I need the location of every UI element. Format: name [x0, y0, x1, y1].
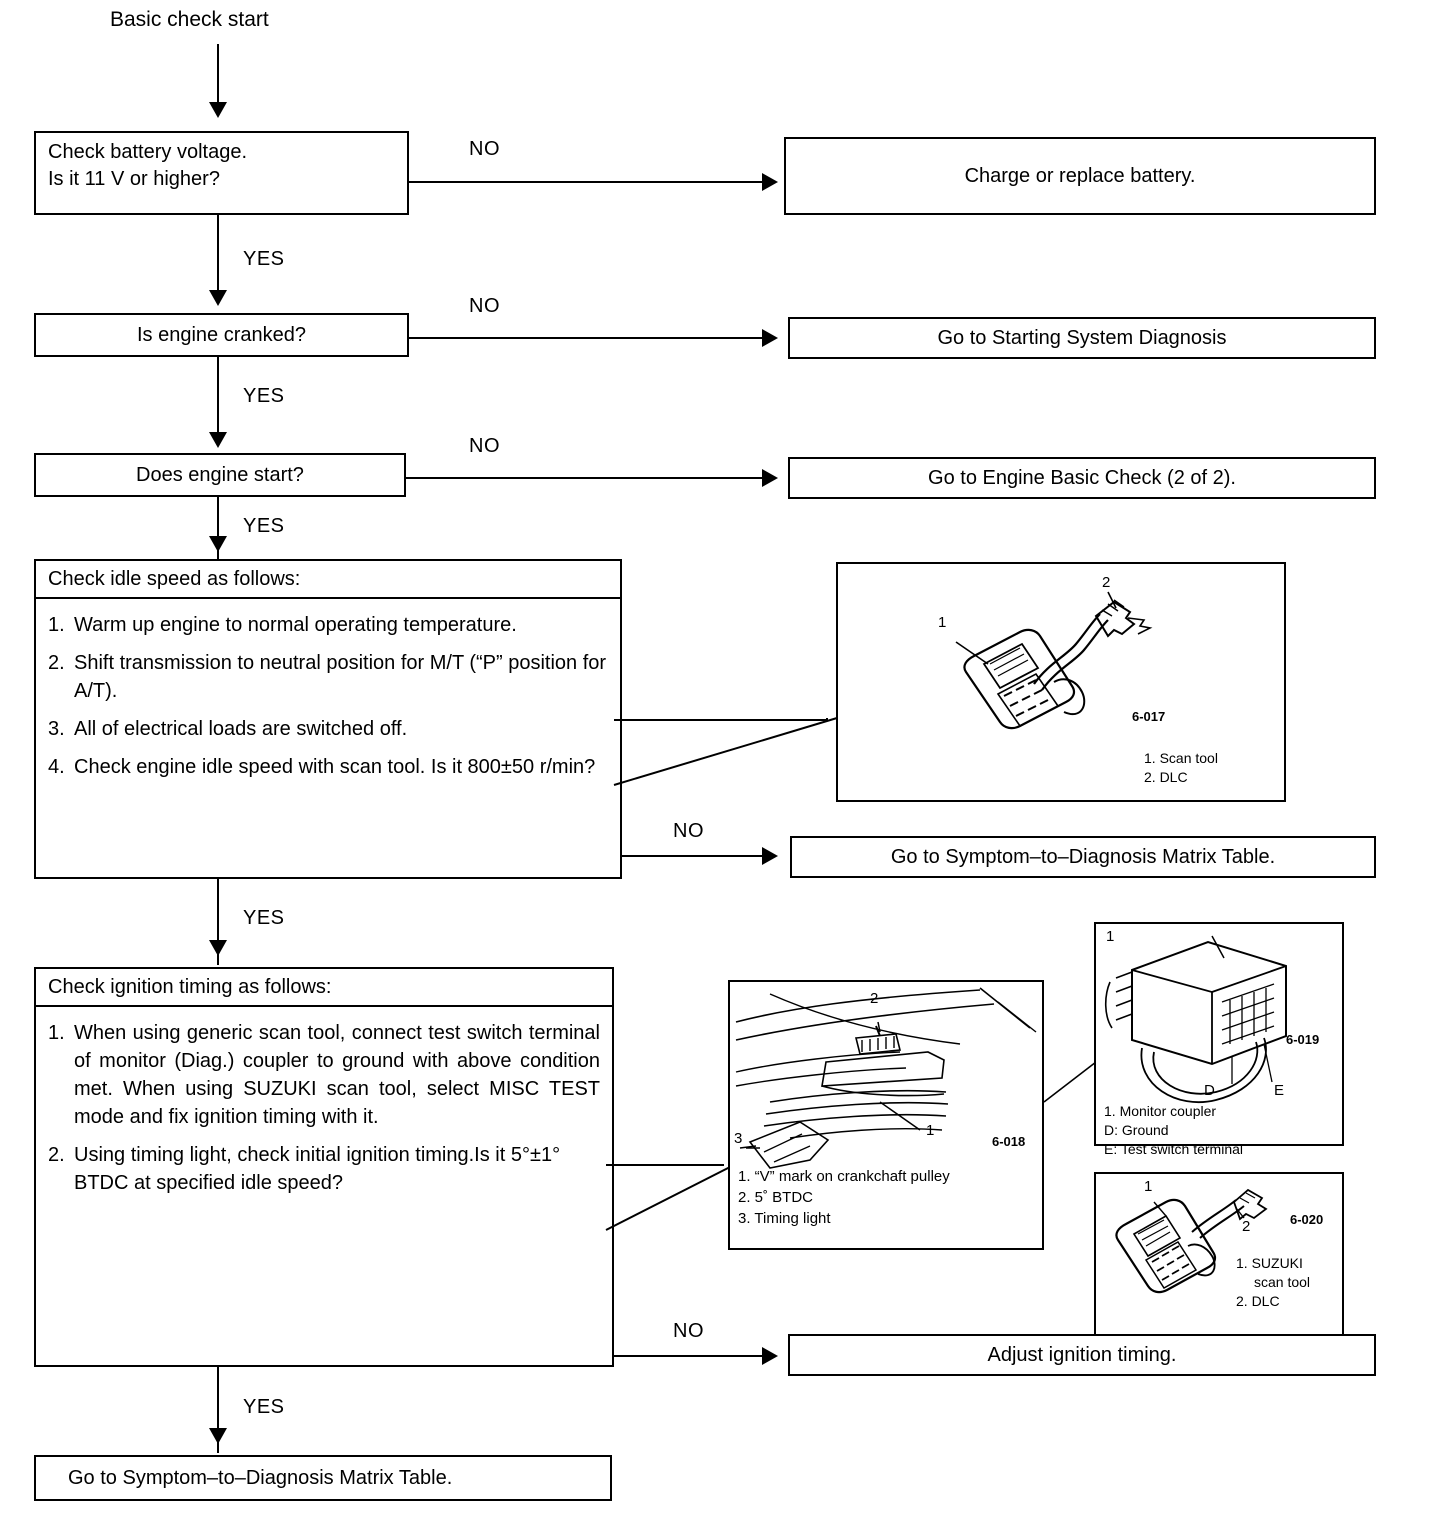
pulley-figure-code: 6-018: [992, 1134, 1026, 1149]
label-idle-yes: YES: [243, 907, 285, 929]
idle-item-2: [48, 649, 608, 705]
process-check-idle-speed[interactable]: [34, 559, 622, 879]
figure-suzuki-scan-tool: [1094, 1172, 1344, 1348]
connector-cranked-no: [409, 337, 766, 339]
timing-item-1-num: 1.: [48, 1022, 65, 1044]
arrow-timing-yes: [209, 1428, 227, 1444]
decision-battery-line2: Is it 11 V or higher?: [48, 168, 220, 190]
coupler-legend: [1104, 1102, 1243, 1159]
leader-pulley-to-coupler: [1044, 1060, 1100, 1106]
arrow-idle-no: [762, 847, 778, 865]
result-charge-or-replace-battery[interactable]: [784, 137, 1376, 215]
scan-tool-callout-2: 2: [1102, 574, 1111, 591]
arrow-cranked-no: [762, 329, 778, 347]
coupler-legend-3: E: Test switch terminal: [1104, 1140, 1244, 1157]
pulley-caption: [738, 1166, 950, 1229]
arrow-battery-yes: [209, 290, 227, 306]
connector-timing-no: [614, 1355, 766, 1357]
idle-heading: Check idle speed as follows:: [36, 561, 620, 599]
timing-item-1: [48, 1019, 600, 1131]
pulley-caption-2: 2. 5˚ BTDC: [738, 1189, 814, 1206]
result-basic-check-2-text: Go to Engine Basic Check (2 of 2).: [928, 466, 1236, 489]
decision-check-battery-voltage[interactable]: [34, 131, 409, 215]
label-cranked-yes: YES: [243, 385, 285, 407]
label-start-yes: YES: [243, 515, 285, 537]
label-start-no: NO: [469, 435, 500, 457]
suzuki-scan-figure-code: 6-020: [1290, 1212, 1324, 1227]
arrow-timing-no: [762, 1347, 778, 1365]
arrow-battery-no: [762, 173, 778, 191]
arrow-start: [209, 102, 227, 118]
timing-item-2: [48, 1141, 600, 1197]
idle-item-4-text: Check engine idle speed with scan tool. Is it 800±50 r/min?: [74, 756, 596, 778]
suzuki-scan-callout-2: 2: [1242, 1218, 1251, 1235]
idle-item-1-num: 1.: [48, 614, 65, 636]
process-check-ignition-timing[interactable]: [34, 967, 614, 1367]
pulley-callout-3: 3: [734, 1130, 743, 1147]
scan-tool-legend: [1144, 749, 1218, 787]
result-starting-system-text: Go to Starting System Diagnosis: [937, 326, 1227, 349]
arrow-idle-yes: [209, 940, 227, 956]
scan-tool-callout-1: 1: [938, 614, 947, 631]
timing-item-2-num: 2.: [48, 1144, 65, 1166]
label-idle-no: NO: [673, 820, 704, 842]
result-adjust-ignition-timing[interactable]: [788, 1334, 1376, 1376]
label-battery-yes: YES: [243, 248, 285, 270]
connector-battery-no: [409, 181, 766, 183]
pulley-caption-1: 1. “V” mark on crankchaft pulley: [738, 1168, 950, 1185]
result-adjust-timing-text: Adjust ignition timing.: [987, 1343, 1177, 1366]
arrow-start-yes: [209, 536, 227, 552]
figure-scan-tool: [836, 562, 1286, 802]
suzuki-scan-legend-1: 1. SUZUKI: [1236, 1255, 1303, 1271]
timing-item-1-text: When using generic scan tool, connect test switch terminal of monitor (Diag.) coupler to ground with above condition met. When using SUZUKI scan tool, select MISC TEST mode and fix ignition timing with it.: [74, 1022, 600, 1128]
connector-start-no: [406, 477, 766, 479]
scan-tool-legend-1: 1. Scan tool: [1144, 750, 1218, 766]
suzuki-scan-legend-3: 2. DLC: [1236, 1292, 1280, 1309]
label-cranked-no: NO: [469, 295, 500, 317]
result-matrix-table-final[interactable]: [34, 1455, 612, 1501]
arrow-start-no: [762, 469, 778, 487]
idle-item-2-text: Shift transmission to neutral position for M/T (“P” position for A/T).: [74, 652, 607, 702]
label-timing-no: NO: [673, 1320, 704, 1342]
timing-item-2-text: Using timing light, check initial ignition timing.Is it 5°±1° BTDC at specified idle speed?: [74, 1144, 561, 1194]
label-battery-no: NO: [469, 138, 500, 160]
idle-item-3: [48, 715, 608, 743]
result-matrix-final-text: Go to Symptom–to–Diagnosis Matrix Table.: [68, 1466, 453, 1489]
arrow-cranked-yes: [209, 432, 227, 448]
coupler-callout-1: 1: [1106, 928, 1115, 945]
decision-is-engine-cranked[interactable]: [34, 313, 409, 357]
result-engine-basic-check-2[interactable]: [788, 457, 1376, 499]
idle-item-3-text: All of electrical loads are switched off.: [74, 718, 408, 740]
idle-item-4-num: 4.: [48, 756, 65, 778]
idle-item-1-text: Warm up engine to normal operating temperature.: [74, 614, 517, 636]
pulley-callout-1: 1: [926, 1122, 935, 1139]
leader-timing-to-pulley-figure: [604, 1100, 744, 1240]
connector-start: [217, 44, 219, 106]
connector-battery-yes: [217, 215, 219, 295]
figure-crankshaft-pulley: [728, 980, 1044, 1250]
suzuki-scan-legend-2: scan tool: [1254, 1273, 1311, 1290]
connector-cranked-yes: [217, 357, 219, 437]
coupler-figure-code: 6-019: [1286, 1032, 1320, 1047]
result-matrix-idle-text: Go to Symptom–to–Diagnosis Matrix Table.: [890, 845, 1276, 868]
coupler-legend-1: 1. Monitor coupler: [1104, 1103, 1217, 1119]
leader-idle-to-scan-tool-figure: [612, 690, 852, 800]
decision-does-engine-start[interactable]: [34, 453, 406, 497]
decision-cranked-text: Is engine cranked?: [136, 323, 306, 346]
page-title: Basic check start: [110, 8, 269, 31]
result-charge-battery-text: Charge or replace battery.: [964, 164, 1196, 187]
suzuki-scan-callout-1: 1: [1144, 1178, 1153, 1195]
coupler-legend-2: D: Ground: [1104, 1121, 1169, 1138]
idle-item-3-num: 3.: [48, 718, 65, 740]
result-matrix-table-idle[interactable]: [790, 836, 1376, 878]
idle-item-2-num: 2.: [48, 652, 65, 674]
timing-heading: Check ignition timing as follows:: [36, 969, 612, 1007]
pulley-callout-2: 2: [870, 990, 879, 1007]
scan-tool-legend-2: 2. DLC: [1144, 768, 1188, 785]
coupler-callout-e: E: [1274, 1082, 1285, 1099]
pulley-caption-3: 3. Timing light: [738, 1210, 831, 1227]
decision-start-text: Does engine start?: [136, 463, 304, 486]
figure-monitor-coupler: [1094, 922, 1344, 1157]
scan-tool-figure-code: 6-017: [1132, 709, 1166, 724]
connector-idle-no: [622, 855, 766, 857]
coupler-callout-d: D: [1204, 1082, 1215, 1099]
decision-battery-line1: Check battery voltage.: [48, 141, 247, 163]
idle-item-4: [48, 753, 608, 781]
idle-item-1: [48, 611, 608, 639]
result-starting-system-diagnosis[interactable]: [788, 317, 1376, 359]
label-timing-yes: YES: [243, 1396, 285, 1418]
suzuki-scan-legend: [1236, 1254, 1310, 1311]
